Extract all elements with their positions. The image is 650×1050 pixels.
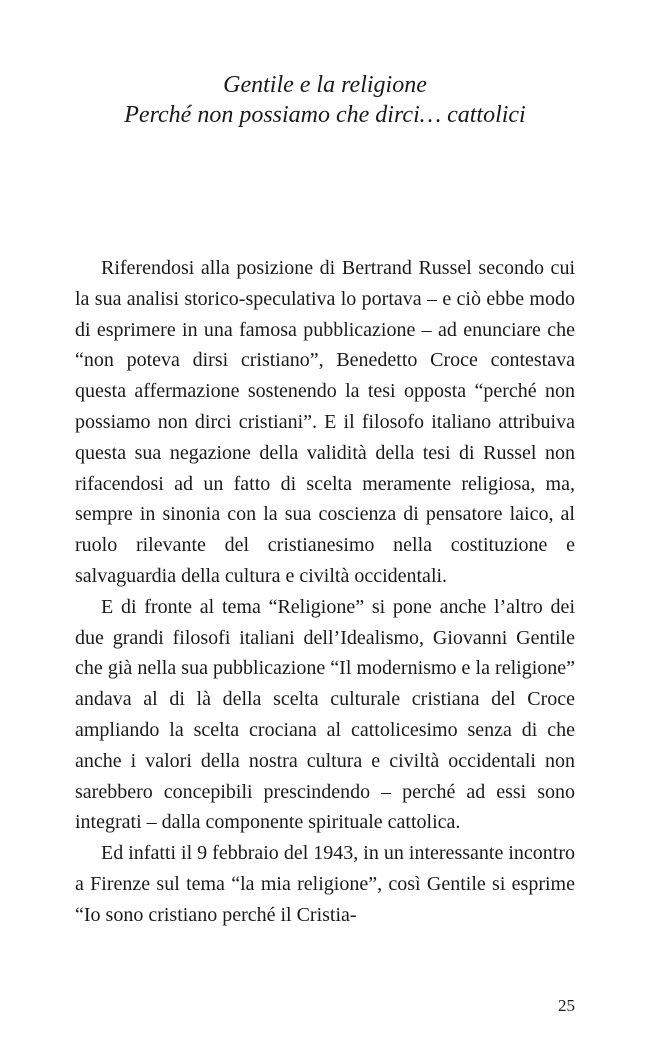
- paragraph: Ed infatti il 9 febbraio del 1943, in un interessante incontro a Firenze sul tema “la mia religione”, così Gentile si esprime “Io sono cristiano perché il Cristia-: [75, 842, 575, 926]
- chapter-subtitle: Perché non possiamo che dirci… cattolici: [124, 102, 526, 128]
- body-text: [75, 253, 575, 931]
- chapter-title: Gentile e la religione: [223, 72, 427, 98]
- paragraph: Riferendosi alla posizione di Bertrand Russel secondo cui la sua analisi storico-speculativa lo portava – e ciò ebbe modo di esprimere in una famosa pubblicazione – ad enunciare che “non poteva dirsi cristiano”, Benedetto Croce contestava questa affermazione sostenendo la tesi opposta “perché non possiamo non dirci cristiani”. E il filosofo italiano attribuiva questa sua negazione della validità della tesi di Russel non rifacendosi ad un fatto di scelta meramente religiosa, ma, sempre in sinonia con la sua coscienza di pensatore laico, al ruolo rilevante del cristianesimo nella costituzione e salvaguardia della cultura e civiltà occidentali.: [75, 257, 575, 587]
- page-number: 25: [558, 996, 575, 1015]
- chapter-heading: [60, 70, 590, 130]
- paragraph: E di fronte al tema “Religione” si pone anche l’altro dei due grandi filosofi italiani dell’Idealismo, Giovanni Gentile che già nella sua pubblicazione “Il modernismo e la religione” andava al di là della scelta culturale cristiana del Croce ampliando la scelta crociana al cattolicesimo senza di che anche i valori della nostra cultura e civiltà occidentali non sarebbero concepibili prescindendo – perché ad essi sono integrati – dalla componente spirituale cattolica.: [75, 595, 575, 834]
